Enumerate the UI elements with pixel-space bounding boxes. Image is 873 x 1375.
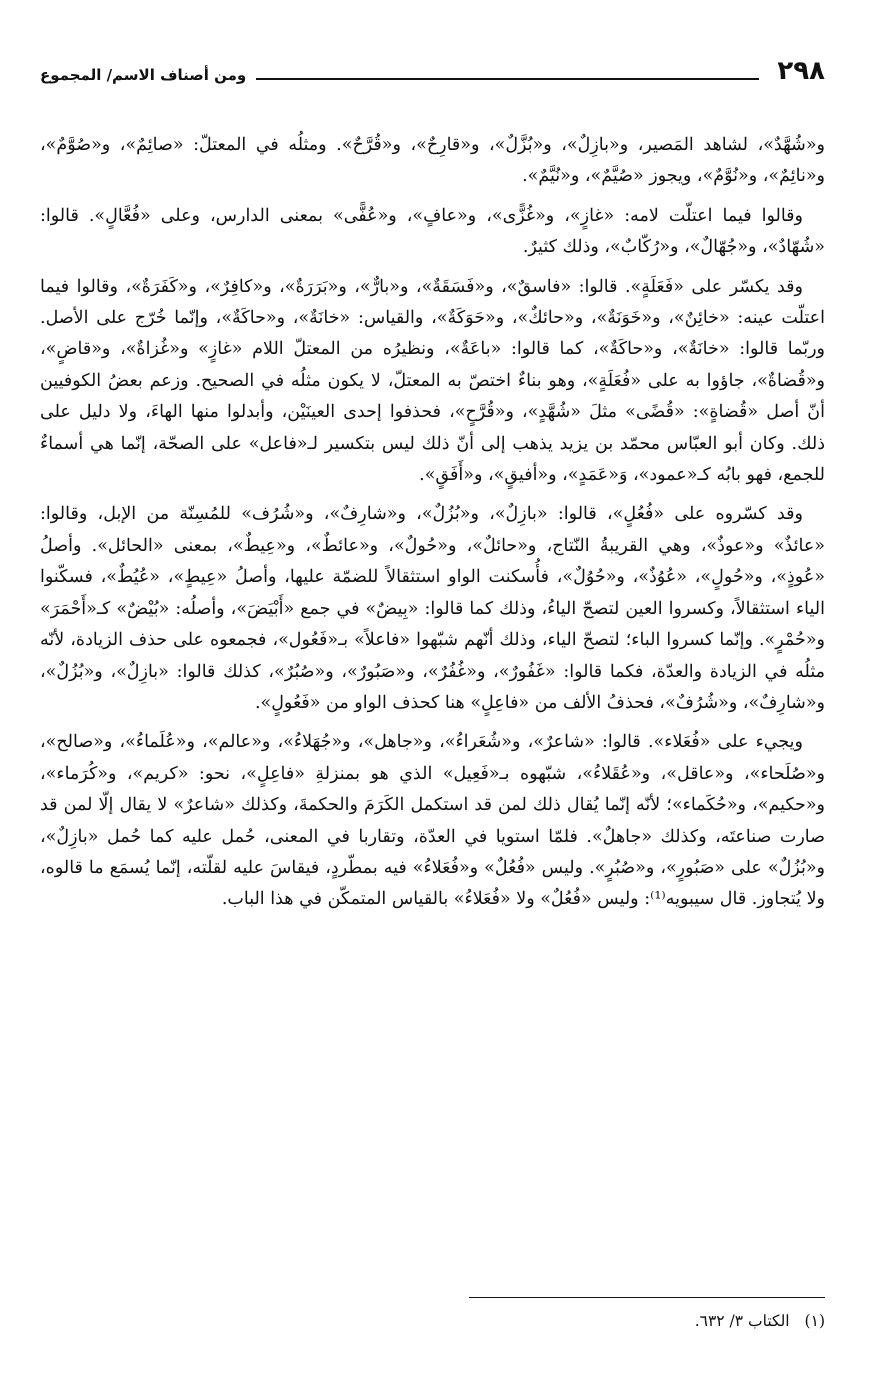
header-rule	[256, 78, 759, 80]
body-text	[40, 130, 825, 916]
paragraph: و«شُهَّدٌ»، لشاهد المَصير، و«بازِلٌ»، و«بُزَّلٌ»، و«قارِحٌ»، و«قُرَّحٌ». ومثلُه في المعتلّ: «صائِمٌ»، و«صُوَّمٌ»، و«نائِمٌ»، و«نُوَّمٌ»، ويجوز «صُيَّمٌ»، و«نُيَّمٌ».	[40, 135, 825, 187]
chapter-title: ومن أصناف الاسم/ المجموع	[40, 66, 247, 84]
running-header	[40, 52, 825, 86]
paragraph: وقالوا فيما اعتلّت لامه: «غازٍ»، و«غُزًّى»، و«عافٍ»، و«عُفًّى» بمعنى الدارس، وعلى «فُعَّالٍ». قالوا: «شُهّادٌ»، و«جُهّالٌ»، و«رُكّابٌ»، وذلك كثيرٌ.	[40, 205, 825, 258]
footnote-text: الكتاب ٣/ ٦٣٢.	[694, 1312, 790, 1330]
footnote-divider	[469, 1297, 825, 1298]
footnote-number: (١)	[804, 1312, 825, 1330]
paragraph: وقد يكسّر على «فَعَلَةٍ». قالوا: «فاسقٌ»، و«فَسَقَةٌ»، و«بارٌّ»، و«بَرَرَةٌ»، و«كافِرٌ»، و«كَفَرَةٌ»، وقالوا فيما اعتلّت عينه: «خائِنٌ»، و«خَوَنَةٌ»، و«حائكٌ»، و«حَوَكَةٌ»، والقياس: «خانَةٌ»، و«حاكَةٌ»، وإنّما خُرّج على الأصل. وربّما قالوا: «خانَةٌ»، و«حاكَةٌ»، كما قالوا: «باعَةٌ»، ونظيرُه من المعتلّ اللام «غازٍ» و«غُزاةٌ»، و«قاضٍ»، و«قُضاةٌ»، جاؤوا به على «فُعَلَةٍ»، وهو بناءٌ اختصّ به المعتلّ، لا يكون مثلُه في الصحيح. وزعم بعضُ الكوفيين أنّ أصل «قُضاةٍ»: «قُضًى» مثلَ «شُهَّدٍ»، و«قُرَّحٍ»، فحذفوا إحدى العينَيْن، وأبدلوا منها الهاءَ، ولا دليل على ذلك. وكان أبو العبّاس محمّد بن يزيد يذهب إلى أنّ ذلك ليس بتكسير لـ«فاعل» على الصحّة، إنّما هي أسماءٌ للجمع، فهو بابُه كـ«عمود»، وَ«عَمَدٍ»، و«أفيقٍ»، و«أَفَقٍ».	[40, 276, 825, 486]
paragraph: ويجيء على «فُعَلاء». قالوا: «شاعرٌ»، و«شُعَراءُ»، و«جاهل»، و«جُهَلاءُ»، و«عالم»، و«عُلَماءُ»، و«صالح»، و«صُلَحاء»، و«عاقل»، و«عُقَلاءُ»، شبّهوه بـ«فَعِيل» الذي هو بمنزلةِ «فاعِلٍ»، نحو: «كريم»، و«كُرَماء»، و«حكيم»، و«حُكَماء»؛ لأنّه إنّما يُقال ذلك لمن قد استكمل الكَرَمَ والحكمةَ، وكذلك «شاعرٌ» لا يقال إلّا لمن قد صارت صناعتَه، وكذلك «جاهلٌ». فلمّا استويا في العدّة، وتقاربا في المعنى، حُمل عليه كما حُمل «بازِلٌ»، و«بُزُلٌ» على «صَبُورٍ»، و«صُبُرٍ». وليس «فُعُلٌ» و«فُعَلاءُ» فيه بمطّردٍ، فيقاسَ عليه لقلّته، إنّما يُسمَع ما قالوه، ولا يُتجاوز. قال سيبويه⁽¹⁾: وليس «فُعُلٌ» ولا «فُعَلاءُ» بالقياس المتمكّن في هذا الباب.	[40, 732, 825, 910]
paragraph: وقد كسّروه على «فُعُلٍ»، قالوا: «بازِلٌ»، و«بُزُلٌ»، و«شارِفٌ»، و«شُرُف» للمُسِنّة من الإبل، وقالوا: «عائذٌ» و«عوذٌ»، وهي القريبةُ النّتاج، و«حائلٌ»، و«حُولٌ»، و«عائطٌ»، و«عِيطٌ»، بمعنى «الحائل». وأصلُ «عُوذٍ»، و«حُولٍ»، «عُوُذٌ»، و«حُوُلٌ»، فأُسكنت الواو استثقالاً للضمّة عليها، وأصلُ «عِيطٍ»، «عُيُطٌ»، فسكّنوا الياء استثقالاً، وكسروا العين لتصحّ الياءُ، وذلك كما قالوا: «بِيضٌ» في جمع «أَبْيَضَ»، وأصلُه: «بُيْضٌ» كـ«أَحْمَرَ» و«حُمْرٍ». وإنّما كسروا الباء؛ لتصحّ الياء، وذلك أنّهم شبّهوا «فاعلاً» بـ«فَعُول»، فجمعوه على حذف الزيادة، لأنّه مثلُه في الزيادة والعدّة، فكما قالوا: «غَفُورٌ»، و«غُفُرٌ»، و«صَبُورٌ»، و«صُبُرٌ»، كذلك قالوا: «بازِلٌ»، و«بُزُلٌ»، و«شارِفٌ»، و«شُرُفٌ»، فحذفُ الألف من «فاعِلٍ» هنا كحذف الواو من «فَعُولٍ».	[40, 504, 825, 713]
footnote	[695, 1309, 825, 1333]
page-number: ٢٩٨	[777, 56, 825, 86]
